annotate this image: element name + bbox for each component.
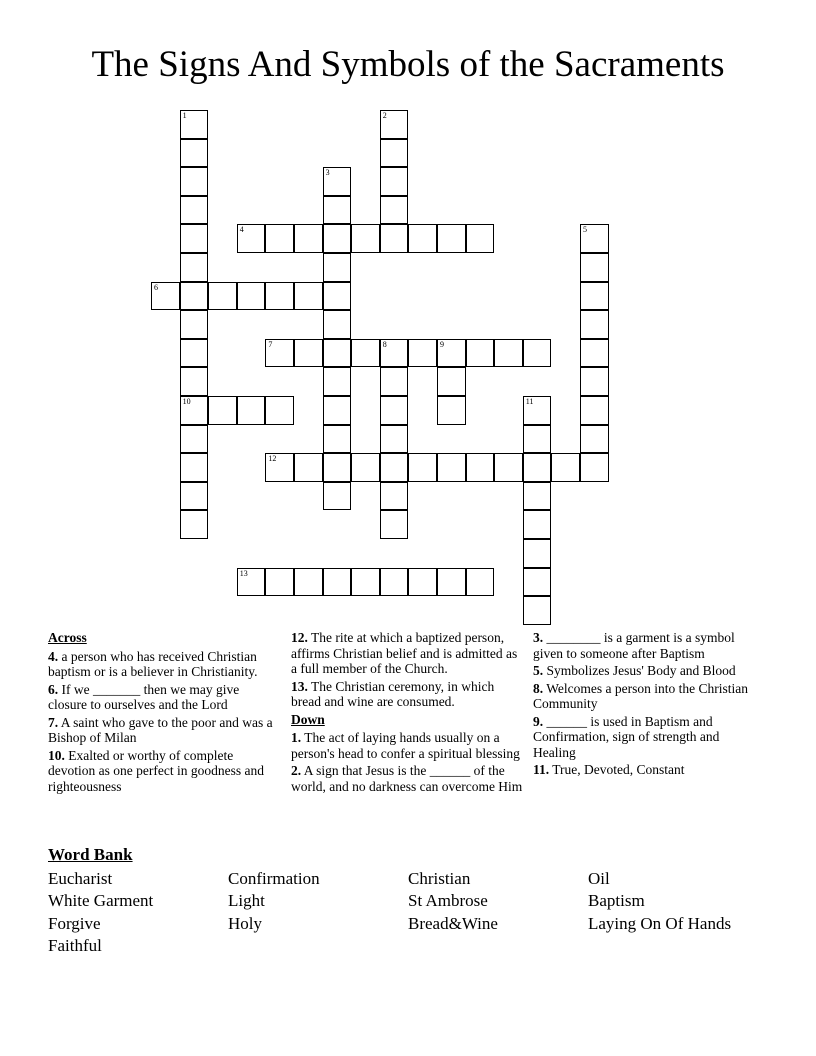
clue-down-3 bbox=[533, 630, 753, 661]
crossword-cell[interactable] bbox=[580, 253, 609, 282]
cell-number: 11 bbox=[525, 397, 534, 406]
crossword-cell[interactable] bbox=[180, 339, 209, 368]
word-bank-item: Forgive bbox=[48, 914, 101, 933]
crossword-cell[interactable] bbox=[323, 568, 352, 597]
crossword-cell[interactable] bbox=[180, 282, 209, 311]
crossword-cell[interactable] bbox=[351, 453, 380, 482]
word-bank-item: St Ambrose bbox=[408, 891, 488, 910]
clue-across-4 bbox=[48, 649, 280, 680]
clue-text: The act of laying hands usually on a person's head to confer a spiritual blessing bbox=[291, 730, 520, 761]
crossword-cell[interactable] bbox=[523, 482, 552, 511]
crossword-cell[interactable] bbox=[151, 282, 180, 311]
clue-down-9 bbox=[533, 714, 753, 761]
crossword-cell[interactable] bbox=[437, 396, 466, 425]
clue-number: 8. bbox=[533, 680, 544, 696]
crossword-cell[interactable] bbox=[580, 310, 609, 339]
crossword-cell[interactable] bbox=[294, 282, 323, 311]
clue-text: ________ is a garment is a symbol given to someone after Baptism bbox=[533, 630, 735, 661]
crossword-cell[interactable] bbox=[580, 282, 609, 311]
crossword-cell[interactable] bbox=[466, 568, 495, 597]
clue-text: A sign that Jesus is the ______ of the world, and no darkness can overcome Him bbox=[291, 763, 523, 794]
clue-across-13 bbox=[291, 679, 523, 710]
crossword-cell[interactable] bbox=[180, 253, 209, 282]
clue-text: True, Devoted, Constant bbox=[552, 762, 685, 777]
clue-down-5 bbox=[533, 663, 753, 679]
crossword-cell[interactable] bbox=[580, 367, 609, 396]
crossword-cell[interactable] bbox=[437, 339, 466, 368]
word-bank-item: Bread&Wine bbox=[408, 914, 498, 933]
crossword-cell[interactable] bbox=[323, 367, 352, 396]
clue-number: 13. bbox=[291, 678, 308, 694]
clue-text: If we _______ then we may give closure to ourselves and the Lord bbox=[48, 681, 240, 712]
crossword-cell[interactable] bbox=[323, 339, 352, 368]
clue-number: 2. bbox=[291, 763, 302, 778]
clue-text: ______ is used in Baptism and Confirmation, sign of strength and Healing bbox=[533, 713, 720, 760]
crossword-cell[interactable] bbox=[294, 224, 323, 253]
crossword-cell[interactable] bbox=[180, 425, 209, 454]
crossword-cell[interactable] bbox=[380, 367, 409, 396]
crossword-cell[interactable] bbox=[323, 224, 352, 253]
crossword-cell[interactable] bbox=[437, 568, 466, 597]
clues-column-3 bbox=[533, 630, 753, 780]
crossword-cell[interactable] bbox=[237, 282, 266, 311]
clue-text: The rite at which a baptized person, affirms Christian belief and is admitted as a full member of the Church. bbox=[291, 630, 518, 676]
crossword-cell[interactable] bbox=[580, 339, 609, 368]
word-bank-item: Confirmation bbox=[228, 869, 320, 888]
cell-number: 13 bbox=[239, 568, 248, 578]
cell-number: 12 bbox=[268, 454, 277, 464]
word-bank-item: Oil bbox=[588, 869, 610, 888]
crossword-cell[interactable] bbox=[580, 453, 609, 482]
clue-across-6 bbox=[48, 682, 280, 713]
clue-number: 4. bbox=[48, 648, 59, 664]
crossword-cell[interactable] bbox=[180, 139, 209, 168]
word-bank-item: Baptism bbox=[588, 891, 645, 910]
crossword-cell[interactable] bbox=[380, 425, 409, 454]
crossword-cell[interactable] bbox=[265, 568, 294, 597]
crossword-cell[interactable] bbox=[380, 196, 409, 225]
cell-number: 10 bbox=[182, 397, 191, 406]
crossword-cell[interactable] bbox=[466, 339, 495, 368]
crossword-cell[interactable] bbox=[580, 224, 609, 253]
cell-number: 8 bbox=[382, 339, 387, 349]
crossword-cell[interactable] bbox=[380, 167, 409, 196]
word-bank-item: Laying On Of Hands bbox=[588, 914, 732, 933]
crossword-cell[interactable] bbox=[408, 568, 437, 597]
clue-number: 1. bbox=[291, 730, 302, 745]
clue-text: Exalted or worthy of complete devotion as one perfect in goodness and righteousness bbox=[48, 747, 264, 794]
crossword-cell[interactable] bbox=[323, 196, 352, 225]
crossword-cell[interactable] bbox=[466, 453, 495, 482]
clues-column-2 bbox=[291, 630, 523, 796]
crossword-cell[interactable] bbox=[323, 253, 352, 282]
crossword-cell[interactable] bbox=[180, 396, 209, 425]
crossword-cell[interactable] bbox=[294, 339, 323, 368]
crossword-cell[interactable] bbox=[294, 453, 323, 482]
crossword-cell[interactable] bbox=[180, 310, 209, 339]
crossword-cell[interactable] bbox=[523, 339, 552, 368]
cell-number: 4 bbox=[239, 225, 244, 235]
crossword-cell[interactable] bbox=[466, 224, 495, 253]
crossword-cell[interactable] bbox=[180, 453, 209, 482]
crossword-cell[interactable] bbox=[437, 224, 466, 253]
crossword-cell[interactable] bbox=[180, 110, 209, 139]
crossword-cell[interactable] bbox=[180, 167, 209, 196]
crossword-cell[interactable] bbox=[265, 224, 294, 253]
crossword-cell[interactable] bbox=[208, 396, 237, 425]
crossword-cell[interactable] bbox=[180, 510, 209, 539]
clue-down-2 bbox=[291, 763, 523, 794]
clue-text: Welcomes a person into the Christian Community bbox=[533, 680, 749, 711]
cell-number: 9 bbox=[440, 339, 444, 349]
clue-down-8 bbox=[533, 681, 753, 712]
word-bank-title: Word Bank bbox=[48, 845, 133, 864]
clue-across-10 bbox=[48, 748, 280, 795]
crossword-cell[interactable] bbox=[380, 224, 409, 253]
crossword-cell[interactable] bbox=[180, 367, 209, 396]
clue-number: 3. bbox=[533, 630, 544, 645]
crossword-cell[interactable] bbox=[580, 425, 609, 454]
clue-number: 9. bbox=[533, 713, 544, 729]
crossword-cell[interactable] bbox=[265, 453, 294, 482]
crossword-cell[interactable] bbox=[551, 453, 580, 482]
clue-number: 10. bbox=[48, 747, 65, 763]
crossword-cell[interactable] bbox=[265, 339, 294, 368]
cell-number: 6 bbox=[154, 282, 158, 292]
crossword-cell[interactable] bbox=[523, 396, 552, 425]
clue-number: 12. bbox=[291, 630, 308, 645]
cell-number: 3 bbox=[325, 168, 330, 178]
crossword-cell[interactable] bbox=[380, 510, 409, 539]
cell-number: 2 bbox=[382, 111, 387, 120]
crossword-cell[interactable] bbox=[237, 224, 266, 253]
clue-across-12 bbox=[291, 630, 523, 677]
crossword-cell[interactable] bbox=[265, 396, 294, 425]
clue-text: a person who has received Christian baptism or is a believer in Christianity. bbox=[48, 648, 258, 679]
word-bank-item: White Garment bbox=[48, 891, 154, 910]
cell-number: 7 bbox=[268, 339, 273, 349]
crossword-cell[interactable] bbox=[408, 224, 437, 253]
word-bank-item: Eucharist bbox=[48, 869, 113, 888]
crossword-cell[interactable] bbox=[523, 539, 552, 568]
crossword-cell[interactable] bbox=[323, 167, 352, 196]
word-bank-item: Holy bbox=[228, 914, 262, 933]
clue-number: 5. bbox=[533, 663, 544, 678]
crossword-cell[interactable] bbox=[494, 453, 523, 482]
word-bank-item: Faithful bbox=[48, 936, 102, 955]
crossword-cell[interactable] bbox=[523, 453, 552, 482]
clue-number: 11. bbox=[533, 762, 550, 777]
crossword-cell[interactable] bbox=[351, 568, 380, 597]
crossword-cell[interactable] bbox=[237, 396, 266, 425]
crossword-cell[interactable] bbox=[351, 224, 380, 253]
crossword-cell[interactable] bbox=[294, 568, 323, 597]
crossword-cell[interactable] bbox=[408, 453, 437, 482]
crossword-cell[interactable] bbox=[323, 425, 352, 454]
clue-down-1 bbox=[291, 730, 523, 761]
crossword-cell[interactable] bbox=[437, 367, 466, 396]
crossword-cell[interactable] bbox=[523, 425, 552, 454]
clue-text: A saint who gave to the poor and was a Bishop of Milan bbox=[48, 714, 273, 745]
crossword-cell[interactable] bbox=[180, 482, 209, 511]
crossword-cell[interactable] bbox=[408, 339, 437, 368]
crossword-cell[interactable] bbox=[323, 396, 352, 425]
clue-across-7 bbox=[48, 715, 280, 746]
cell-number: 1 bbox=[182, 111, 187, 120]
across-heading: Across bbox=[48, 630, 87, 645]
crossword-cell[interactable] bbox=[180, 224, 209, 253]
page-title: The Signs And Symbols of the Sacraments bbox=[91, 44, 725, 85]
crossword-cell[interactable] bbox=[323, 453, 352, 482]
word-bank-item: Light bbox=[228, 891, 265, 910]
crossword-cell[interactable] bbox=[523, 568, 552, 597]
crossword-cell[interactable] bbox=[323, 310, 352, 339]
crossword-cell[interactable] bbox=[380, 482, 409, 511]
crossword-cell[interactable] bbox=[580, 396, 609, 425]
crossword-cell[interactable] bbox=[208, 282, 237, 311]
clue-text: The Christian ceremony, in which bread and wine are consumed. bbox=[291, 678, 495, 709]
crossword-cell[interactable] bbox=[323, 482, 352, 511]
crossword-cell[interactable] bbox=[351, 339, 380, 368]
clue-number: 6. bbox=[48, 681, 59, 697]
clue-down-11 bbox=[533, 762, 753, 778]
crossword-cell[interactable] bbox=[380, 339, 409, 368]
cell-number: 5 bbox=[583, 225, 587, 235]
crossword-cell[interactable] bbox=[523, 596, 552, 625]
clues-column-1 bbox=[48, 630, 280, 796]
clue-number: 7. bbox=[48, 714, 59, 730]
word-bank-item: Christian bbox=[408, 869, 471, 888]
crossword-cell[interactable] bbox=[380, 110, 409, 139]
crossword-cell[interactable] bbox=[494, 339, 523, 368]
crossword-cell[interactable] bbox=[323, 282, 352, 311]
crossword-cell[interactable] bbox=[437, 453, 466, 482]
crossword-cell[interactable] bbox=[523, 510, 552, 539]
clue-text: Symbolizes Jesus' Body and Blood bbox=[546, 663, 736, 678]
crossword-cell[interactable] bbox=[380, 139, 409, 168]
crossword-cell[interactable] bbox=[380, 453, 409, 482]
crossword-cell[interactable] bbox=[237, 568, 266, 597]
down-heading: Down bbox=[291, 711, 325, 727]
crossword-cell[interactable] bbox=[380, 568, 409, 597]
crossword-cell[interactable] bbox=[265, 282, 294, 311]
crossword-cell[interactable] bbox=[380, 396, 409, 425]
crossword-cell[interactable] bbox=[180, 196, 209, 225]
